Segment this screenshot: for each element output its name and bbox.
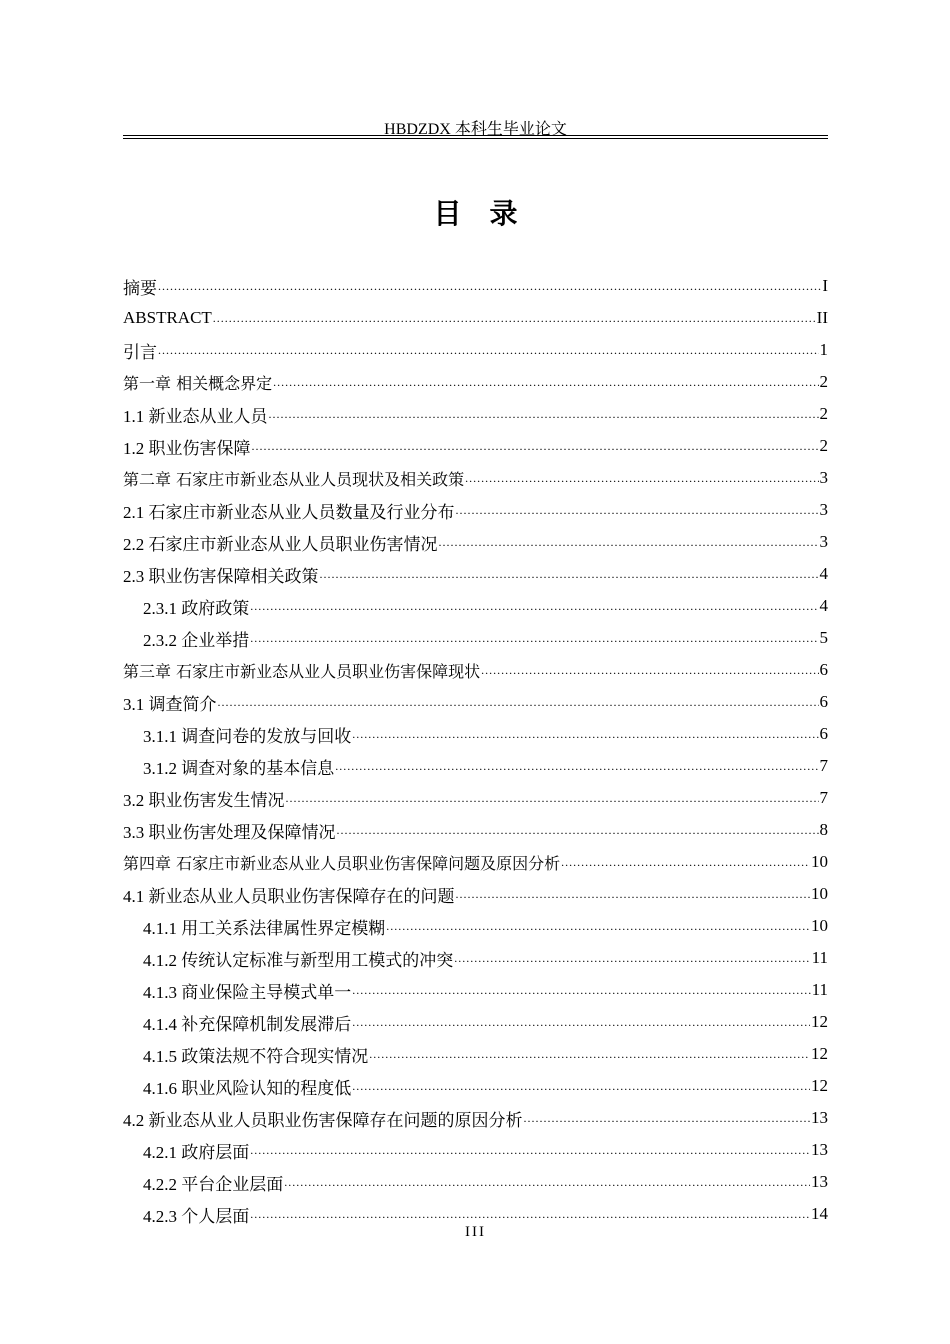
toc-entry-label: 2.3 职业伤害保障相关政策	[123, 566, 319, 586]
toc-entry-label: 4.2 新业态从业人员职业伤害保障存在问题的原因分析	[123, 1110, 523, 1130]
toc-entry[interactable]	[123, 814, 828, 846]
toc-leader-dots	[352, 1013, 810, 1031]
toc-leader-dots	[386, 917, 810, 935]
toc-leader-dots	[250, 629, 818, 647]
toc-entry-label: 2.3.2 企业举措	[143, 630, 250, 650]
toc-entry-label: 1.2 职业伤害保障	[123, 438, 251, 458]
toc-entry[interactable]	[123, 750, 828, 782]
toc-entry-page: 6	[819, 724, 828, 743]
toc-leader-dots	[250, 597, 818, 615]
toc-leader-dots	[456, 885, 811, 903]
toc-leader-dots	[465, 469, 818, 487]
toc-entry-label: 4.2.1 政府层面	[143, 1142, 250, 1162]
toc-entry[interactable]	[123, 302, 828, 334]
toc-entry-page: 4	[819, 596, 828, 615]
toc-leader-dots	[335, 757, 818, 775]
toc-leader-dots	[352, 1077, 810, 1095]
toc-entry[interactable]	[123, 622, 828, 654]
toc-entry-label: 摘要	[123, 278, 157, 298]
toc-entry-page: 12	[811, 1076, 828, 1095]
toc-entry-label: 1.1 新业态从业人员	[123, 406, 268, 426]
toc-entry-label: 4.2.3 个人层面	[143, 1206, 250, 1226]
toc-entry-page: 3	[819, 468, 828, 487]
toc-leader-dots	[269, 405, 819, 423]
toc-entry-page: II	[816, 308, 828, 327]
toc-entry[interactable]	[123, 782, 828, 814]
toc-entry-page: 10	[811, 852, 828, 871]
toc-entry-label: 4.1.1 用工关系法律属性界定模糊	[143, 918, 386, 938]
toc-entry[interactable]	[123, 558, 828, 590]
toc-entry[interactable]	[123, 1134, 828, 1166]
toc-entry-label: 4.1.4 补充保障机制发展滞后	[143, 1014, 352, 1034]
toc-entry-label: 3.3 职业伤害处理及保障情况	[123, 822, 336, 842]
header-rule-top	[123, 135, 828, 136]
toc-leader-dots	[561, 853, 810, 871]
table-of-contents	[123, 270, 828, 1230]
toc-entry-page: 2	[819, 404, 828, 423]
toc-leader-dots	[250, 1141, 810, 1159]
toc-entry-label: 2.3.1 政府政策	[143, 598, 250, 618]
toc-entry[interactable]	[123, 398, 828, 430]
toc-leader-dots	[481, 661, 818, 679]
toc-entry-page: 10	[811, 884, 828, 903]
toc-entry-label: ABSTRACT	[123, 308, 212, 327]
toc-entry[interactable]	[123, 910, 828, 942]
toc-entry-page: 13	[811, 1172, 828, 1191]
toc-entry-label: 4.1.5 政策法规不符合现实情况	[143, 1046, 369, 1066]
toc-entry-page: I	[822, 276, 828, 295]
toc-entry-label: 3.1 调查简介	[123, 694, 217, 714]
toc-leader-dots	[158, 341, 819, 359]
toc-entry[interactable]	[123, 878, 828, 910]
toc-leader-dots	[352, 981, 810, 999]
toc-entry-page: 12	[811, 1044, 828, 1063]
toc-entry[interactable]	[123, 1006, 828, 1038]
toc-entry-label: 第一章 相关概念界定	[123, 373, 273, 393]
page-number: III	[465, 1224, 486, 1240]
toc-entry[interactable]	[123, 718, 828, 750]
toc-entry-page: 5	[819, 628, 828, 647]
toc-entry[interactable]	[123, 270, 828, 302]
toc-entry[interactable]	[123, 1166, 828, 1198]
toc-leader-dots	[454, 949, 810, 967]
toc-entry-label: 3.2 职业伤害发生情况	[123, 790, 285, 810]
toc-entry-page: 7	[819, 756, 828, 775]
toc-entry-page: 2	[819, 372, 828, 391]
toc-leader-dots	[337, 821, 819, 839]
toc-leader-dots	[456, 501, 819, 519]
toc-leader-dots	[158, 277, 821, 295]
toc-entry-page: 11	[811, 948, 828, 967]
toc-entry[interactable]	[123, 430, 828, 462]
toc-entry[interactable]	[123, 654, 828, 686]
toc-leader-dots	[273, 373, 818, 391]
toc-entry-page: 13	[811, 1140, 828, 1159]
running-header: HBDZDX 本科生毕业论文	[384, 121, 567, 138]
toc-entry-page: 7	[819, 788, 828, 807]
toc-entry-page: 10	[811, 916, 828, 935]
toc-leader-dots	[284, 1173, 810, 1191]
toc-entry-page: 3	[819, 532, 828, 551]
toc-leader-dots	[369, 1045, 810, 1063]
toc-entry-label: 引言	[123, 342, 157, 362]
toc-entry-label: 4.1.3 商业保险主导模式单一	[143, 982, 352, 1002]
toc-leader-dots	[352, 725, 818, 743]
toc-leader-dots	[250, 1205, 810, 1223]
toc-entry-label: 4.1 新业态从业人员职业伤害保障存在的问题	[123, 886, 455, 906]
toc-entry-label: 4.1.2 传统认定标准与新型用工模式的冲突	[143, 950, 454, 970]
toc-entry-page: 6	[819, 660, 828, 679]
toc-entry-page: 8	[819, 820, 828, 839]
toc-entry-page: 11	[811, 980, 828, 999]
toc-entry[interactable]	[123, 1070, 828, 1102]
toc-entry-label: 第四章 石家庄市新业态从业人员职业伤害保障问题及原因分析	[123, 853, 561, 873]
toc-entry[interactable]	[123, 846, 828, 878]
toc-leader-dots	[252, 437, 819, 455]
toc-entry-label: 3.1.1 调查问卷的发放与回收	[143, 726, 352, 746]
toc-entry-page: 12	[811, 1012, 828, 1031]
toc-entry-label: 2.2 石家庄市新业态从业人员职业伤害情况	[123, 534, 438, 554]
toc-leader-dots	[286, 789, 819, 807]
toc-entry[interactable]	[123, 494, 828, 526]
toc-entry[interactable]	[123, 686, 828, 718]
toc-entry-page: 13	[811, 1108, 828, 1127]
toc-leader-dots	[213, 309, 816, 327]
toc-entry-page: 4	[819, 564, 828, 583]
toc-leader-dots	[524, 1109, 811, 1127]
toc-entry-label: 第三章 石家庄市新业态从业人员职业伤害保障现状	[123, 661, 481, 681]
toc-entry[interactable]	[123, 1038, 828, 1070]
toc-title: 目 录	[433, 197, 518, 230]
toc-entry[interactable]	[123, 1102, 828, 1134]
toc-entry[interactable]	[123, 366, 828, 398]
toc-entry[interactable]	[123, 526, 828, 558]
toc-leader-dots	[439, 533, 819, 551]
toc-entry-label: 4.2.2 平台企业层面	[143, 1174, 284, 1194]
toc-entry[interactable]	[123, 462, 828, 494]
toc-entry-label: 4.1.6 职业风险认知的程度低	[143, 1078, 352, 1098]
toc-entry-page: 6	[819, 692, 828, 711]
toc-entry-page: 2	[819, 436, 828, 455]
toc-entry-label: 第二章 石家庄市新业态从业人员现状及相关政策	[123, 469, 465, 489]
toc-entry-page: 1	[819, 340, 828, 359]
toc-entry[interactable]	[123, 334, 828, 366]
toc-entry-page: 3	[819, 500, 828, 519]
header-rule-bottom	[123, 138, 828, 139]
toc-entry[interactable]	[123, 590, 828, 622]
toc-leader-dots	[218, 693, 819, 711]
toc-entry-label: 2.1 石家庄市新业态从业人员数量及行业分布	[123, 502, 455, 522]
toc-leader-dots	[320, 565, 819, 583]
toc-entry[interactable]	[123, 974, 828, 1006]
toc-entry-label: 3.1.2 调查对象的基本信息	[143, 758, 335, 778]
toc-entry-page: 14	[811, 1204, 828, 1223]
toc-entry[interactable]	[123, 942, 828, 974]
